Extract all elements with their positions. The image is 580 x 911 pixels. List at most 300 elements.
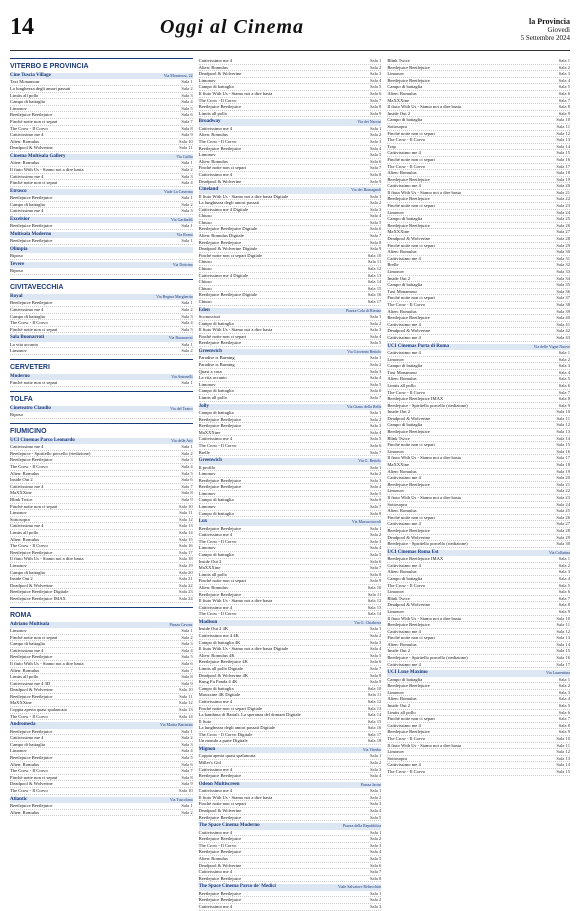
screen-number: Sala 5 xyxy=(369,340,382,346)
film-title: Finché notte non ci separi xyxy=(387,295,435,301)
listing-row xyxy=(387,495,570,502)
screen-number: Sala 22 xyxy=(556,196,571,202)
film-title: Cattivissimo me 4 xyxy=(387,183,421,189)
film-title: Inside Out 2 xyxy=(10,576,33,582)
listing-row xyxy=(199,526,382,533)
listing-row xyxy=(199,753,382,760)
film-title: Limonov xyxy=(10,627,27,633)
film-title: Beetlejuice Beetlejuice xyxy=(198,477,242,483)
cinema-title: UCI Luxe Maximo xyxy=(387,670,428,676)
screen-number: Sala 1 xyxy=(181,300,193,306)
screen-number: Sala 7 xyxy=(369,97,382,103)
screen-number: Sala 16 xyxy=(556,655,571,661)
film-title: Brelle xyxy=(387,262,399,268)
film-title: Campo di battaglia xyxy=(198,497,234,503)
listing-row xyxy=(387,515,570,522)
screen-number: Sala 1 xyxy=(181,728,193,734)
listing-row xyxy=(387,289,570,296)
film-title: Beetlejuice Beetlejuice xyxy=(198,484,242,490)
listing-row xyxy=(199,65,382,72)
listing-row xyxy=(199,559,382,566)
screen-number: Sala 10 xyxy=(179,687,193,693)
screen-number: Sala 14 xyxy=(367,712,382,718)
cinema-address: Via Garibaldi xyxy=(171,216,193,222)
film-title: Miller's Girl xyxy=(198,760,222,766)
screen-number: Sala 4 xyxy=(369,773,382,779)
screen-number: Sala 7 xyxy=(558,389,571,395)
listing-row xyxy=(387,508,570,515)
listing-row xyxy=(387,203,570,210)
screen-number: Sala 11 xyxy=(179,693,193,699)
listing-row xyxy=(10,694,193,701)
listing-row xyxy=(199,484,382,491)
screen-number: Sala 9 xyxy=(369,178,382,184)
listing-row xyxy=(387,223,570,230)
cinema-title: Madison xyxy=(198,619,218,625)
screen-number: Sala 5 xyxy=(181,105,193,111)
film-title: Beetlejuice Beetlejuice xyxy=(198,239,242,245)
film-title: Cattivissimo me 4 xyxy=(10,735,44,741)
screen-number: Sala 9 xyxy=(558,729,571,735)
cinema-title: Excelsior xyxy=(10,216,30,222)
screen-number: Sala 8 xyxy=(181,774,193,780)
film-title: Il fiuto With Us - Siamo noi a dire basta xyxy=(387,615,461,621)
listing-row xyxy=(10,510,193,517)
film-title: Deadpool & Wolverine xyxy=(198,178,242,184)
film-title: Beetlejuice Beetlejuice xyxy=(198,773,242,779)
screen-number: Sala 1 xyxy=(369,409,382,415)
screen-number: Sala 2 xyxy=(181,809,193,815)
listing-row xyxy=(387,743,570,750)
cinema-address: Via Laurentina xyxy=(546,670,571,676)
film-title: MaXXXine xyxy=(198,429,221,435)
film-title: Limonov xyxy=(387,488,405,494)
listing-row xyxy=(199,314,382,321)
listing-row xyxy=(387,210,570,217)
screen-number: Sala 6 xyxy=(369,497,382,503)
film-title: Cattivissimo me 4 xyxy=(387,475,421,481)
film-title: Limonov xyxy=(198,490,216,496)
screen-number xyxy=(129,253,193,259)
listing-row xyxy=(199,126,382,133)
film-title: Inside Out 2 xyxy=(387,703,411,709)
cinema-title: Cine Tuscia Village xyxy=(10,73,51,78)
listing-row xyxy=(199,84,382,91)
screen-number: Sala 2 xyxy=(181,86,193,91)
screen-number: Sala 14 xyxy=(556,641,571,647)
listing-row xyxy=(387,376,570,383)
film-title: Deadpool & Wolverine xyxy=(387,534,431,540)
film-title: Limonov xyxy=(387,71,405,77)
film-title: Limonov xyxy=(198,381,216,387)
screen-number: Sala 9 xyxy=(558,402,571,408)
listing-row xyxy=(387,269,570,276)
screen-number: Sala 5 xyxy=(181,654,193,660)
listing-row xyxy=(10,781,193,788)
screen-number: Sala 10 xyxy=(367,585,382,590)
cinema-address: Via delle Vigne Nuove xyxy=(533,343,571,349)
screen-number: Sala 15 xyxy=(556,768,571,774)
listing-row xyxy=(10,380,193,387)
film-title: Il profilo xyxy=(198,464,216,470)
film-title: The Crow - Il Corvo Digitale xyxy=(198,731,253,737)
listing-row xyxy=(10,596,193,603)
screen-number: Sala 35 xyxy=(556,282,571,288)
listing-row xyxy=(199,830,382,837)
screen-number: Sala 39 xyxy=(556,308,571,314)
screen-number: Sala 11 xyxy=(556,742,571,748)
listing-row xyxy=(10,106,193,113)
screen-number: Sala 5 xyxy=(369,652,382,658)
film-title: Il fiuto xyxy=(198,718,212,724)
film-title: Campo di battaglia xyxy=(387,117,423,123)
listing-row xyxy=(10,748,193,755)
film-title: Cattivissimo me 4 xyxy=(10,208,44,214)
screen-number: Sala 8 xyxy=(369,239,382,245)
screen-number: Sala 33 xyxy=(556,269,571,274)
listing-row xyxy=(387,648,570,655)
listing-row xyxy=(10,681,193,688)
film-title: Limonov xyxy=(198,77,216,83)
screen-number: Sala 8 xyxy=(181,490,193,496)
listing-row xyxy=(387,262,570,269)
film-title: Alien: Romulus xyxy=(198,132,228,138)
listing-column-3 xyxy=(387,58,570,776)
screen-number: Sala 3 xyxy=(181,641,193,647)
screen-number: Sala 9 xyxy=(558,608,571,614)
film-title: Beetlejuice Beetlejuice xyxy=(10,654,53,660)
listing-row xyxy=(387,403,570,410)
screen-number: Sala 24 xyxy=(556,501,571,507)
screen-number: Sala 3 xyxy=(369,206,382,212)
screen-number: Sala 1 xyxy=(369,355,382,361)
listing-row xyxy=(199,773,382,780)
film-title: Campo di battaglia xyxy=(10,313,45,319)
cinema-title: UCI Cinemas Roma Est xyxy=(387,549,439,555)
listing-row xyxy=(387,683,570,690)
screen-number: Sala 3 xyxy=(369,538,382,544)
listing-row xyxy=(10,687,193,694)
listing-row xyxy=(10,537,193,544)
film-title: Cattivissimo me 4 xyxy=(387,661,421,667)
listing-row xyxy=(10,132,193,139)
screen-number: Sala 6 xyxy=(181,761,193,767)
listing-row xyxy=(387,117,570,124)
listing-row xyxy=(199,165,382,172)
listing-row xyxy=(10,268,193,275)
listing-row xyxy=(10,195,193,202)
listing-row xyxy=(199,511,382,518)
film-title: Il fiuto With Us - Siamo noi a dire basta xyxy=(387,189,461,195)
screen-number: Sala 20 xyxy=(556,475,571,481)
film-title: Finché notte non ci separi xyxy=(387,635,435,641)
screen-number: Sala 8 xyxy=(369,875,382,881)
listing-row xyxy=(10,742,193,749)
screen-number: Sala 1 xyxy=(181,803,193,808)
screen-number: Sala 28 xyxy=(556,236,571,242)
listing-row xyxy=(387,609,570,616)
screen-number: Sala 8 xyxy=(369,104,382,110)
page-number: 14 xyxy=(10,14,34,40)
listing-row xyxy=(387,396,570,403)
film-title: Limits all pollo xyxy=(198,110,227,116)
film-title: Deadpool & Wolverine 4K xyxy=(198,672,249,678)
listing-row xyxy=(199,611,382,618)
listing-row xyxy=(10,707,193,714)
film-title: Beetlejuice Beetlejuice xyxy=(198,836,242,842)
cinema-title: Odeon Multiscreen xyxy=(198,781,240,787)
listing-row xyxy=(387,710,570,717)
film-title: Cattivissimo me 4 xyxy=(198,788,233,794)
film-title: Chiuso xyxy=(198,219,212,225)
listing-row xyxy=(387,690,570,697)
film-title: Blink Twice xyxy=(387,58,410,63)
listing-row xyxy=(199,659,382,666)
screen-number: Sala 7 xyxy=(181,768,193,774)
listing-row xyxy=(10,484,193,491)
film-title: Beetlejuice Beetlejuice xyxy=(387,729,430,735)
listing-row xyxy=(10,803,193,810)
listing-row xyxy=(10,523,193,530)
listing-row xyxy=(10,583,193,590)
screen-number: Sala 11 xyxy=(367,259,382,265)
listing-row xyxy=(199,552,382,559)
film-title: Cattivissimo me 4 xyxy=(387,255,421,261)
listing-row xyxy=(10,576,193,583)
listing-row xyxy=(387,556,570,563)
film-title: Limits all pollo xyxy=(387,709,416,715)
listing-row xyxy=(387,583,570,590)
listing-row xyxy=(387,390,570,397)
screen-number: Sala 23 xyxy=(179,589,193,595)
screen-number: Sala 6 xyxy=(558,90,571,96)
screen-number: Sala 2 xyxy=(369,361,382,367)
film-title: Brelle xyxy=(198,449,210,455)
listing-row xyxy=(387,482,570,489)
film-title: The Crow - Il Corvo xyxy=(387,768,426,774)
film-title: Alien: Romulus xyxy=(387,376,417,382)
listing-row xyxy=(199,382,382,389)
cinema-address: Via Massaciuccoli xyxy=(351,519,382,525)
cinema-title: Cinema Multisala Gallery xyxy=(10,153,66,159)
listing-row xyxy=(387,622,570,629)
screen-number: Sala 10 xyxy=(556,615,571,621)
listing-row xyxy=(199,856,382,863)
screen-number: Sala 7 xyxy=(369,665,382,671)
film-title: Finché notte non ci separi xyxy=(10,634,58,640)
listing-row xyxy=(10,497,193,504)
listing-row xyxy=(199,626,382,633)
film-title: Cattivissimo me 4 xyxy=(198,869,233,875)
listing-row xyxy=(387,696,570,703)
screen-number: Sala 1 xyxy=(558,556,571,562)
screen-number: Sala 17 xyxy=(367,299,382,304)
film-title: Campo di battaglia xyxy=(387,282,423,288)
film-title: MaXXXine xyxy=(387,462,410,468)
film-title: Beetlejuice Beetlejuice Digitale xyxy=(10,589,69,595)
listing-row xyxy=(199,686,382,693)
listing-row xyxy=(10,167,193,174)
listing-row xyxy=(387,716,570,723)
city-heading: VITERBO E PROVINCIA xyxy=(10,58,193,71)
publication-info xyxy=(521,18,570,42)
listing-row xyxy=(387,723,570,730)
listing-row xyxy=(199,712,382,719)
film-title: Campo di battaglia xyxy=(387,84,423,90)
listing-row xyxy=(199,598,382,605)
listing-row xyxy=(199,273,382,280)
listing-row xyxy=(387,98,570,105)
listing-row xyxy=(387,322,570,329)
screen-number: Sala 6 xyxy=(369,442,382,448)
listing-row xyxy=(387,236,570,243)
film-title: The Crow - Il Corvo xyxy=(198,842,237,848)
film-title: Beetlejuice Beetlejuice xyxy=(387,222,430,228)
listing-row xyxy=(199,876,382,883)
screen-number: Sala 38 xyxy=(556,301,571,307)
screen-number: Sala 2 xyxy=(558,64,571,70)
listing-row xyxy=(199,679,382,686)
screen-number: Sala 1 xyxy=(558,676,571,682)
cinema-title: UCI Cinemas Parco Leonardo xyxy=(10,437,75,443)
film-title: Finché notte non ci separi xyxy=(198,578,247,584)
screen-number: Sala 14 xyxy=(556,762,571,768)
cinema-title: Olimpia xyxy=(10,246,28,252)
screen-number: Sala 26 xyxy=(556,222,571,228)
listing-row xyxy=(199,491,382,498)
cinema-address: Via Mattia Battistini xyxy=(160,722,193,728)
masthead-rule xyxy=(10,50,570,51)
listing-row xyxy=(10,563,193,570)
cinema-address: Via Tuscolana xyxy=(169,796,193,802)
listing-row xyxy=(199,299,382,306)
screen-number: Sala 10 xyxy=(179,503,193,509)
film-title: La lunghezza degli amori passati Digitale xyxy=(198,725,276,731)
screen-number: Sala 12 xyxy=(556,422,571,428)
listing-row xyxy=(10,160,193,167)
film-title: Beetlejuice Beetlejuice Digitale xyxy=(198,226,258,232)
screen-number: Sala 15 xyxy=(179,536,193,542)
listing-row xyxy=(387,469,570,476)
listing-column-1 xyxy=(10,58,193,815)
listing-row xyxy=(10,668,193,675)
cinema-title: Lux xyxy=(198,519,208,525)
listing-row xyxy=(199,246,382,253)
screen-number: Sala 4 xyxy=(369,145,382,151)
screen-number: Sala 2 xyxy=(558,562,571,568)
film-title: Campo di battaglia xyxy=(387,363,423,369)
listing-row xyxy=(199,795,382,802)
film-title: Finché notte non ci separi xyxy=(198,333,247,339)
listing-row xyxy=(10,444,193,451)
cinema-title: Mignon xyxy=(198,747,216,753)
listing-row xyxy=(199,327,382,334)
listing-row xyxy=(199,465,382,472)
screen-number: Sala 21 xyxy=(556,481,571,487)
film-title: Alien: Romulus 4K xyxy=(198,652,235,658)
screen-number: Sala 8 xyxy=(558,722,571,728)
listing-row xyxy=(10,556,193,563)
screen-number: Sala 8 xyxy=(558,396,571,402)
screen-number: Sala 4 xyxy=(369,484,382,490)
cinema-address: Via Gallia xyxy=(176,153,193,159)
listing-row xyxy=(199,410,382,417)
screen-number: Sala 16 xyxy=(556,156,571,162)
cinema-address: Via Monterosi, 22 xyxy=(163,73,193,78)
screen-number: Sala 27 xyxy=(556,521,571,527)
screen-number: Sala 4 xyxy=(558,575,571,581)
listing-row xyxy=(199,395,382,402)
listing-row xyxy=(387,677,570,684)
film-title: Cattivissimo me 4 xyxy=(387,762,421,768)
listing-row xyxy=(10,457,193,464)
film-title: Cattivissimo me 4 Digitale xyxy=(198,206,249,212)
listing-row xyxy=(199,666,382,673)
screen-number: Sala 19 xyxy=(179,562,193,568)
screen-number: Sala 7 xyxy=(369,565,382,571)
screen-number: Sala 4 xyxy=(369,808,382,814)
film-title: Cattivissimo me 4 xyxy=(198,436,233,442)
listing-row xyxy=(199,179,382,186)
film-title: Riposo xyxy=(10,268,24,274)
listing-row xyxy=(387,276,570,283)
film-title: The Crow - Il Corvo xyxy=(198,442,237,448)
film-title: Cattivissimo me 4 xyxy=(198,766,233,772)
screen-number: Sala 10 xyxy=(556,117,571,123)
screen-number: Sala 5 xyxy=(369,381,382,387)
listing-row xyxy=(387,703,570,710)
film-title: Alien: Romulus Digitale xyxy=(198,233,244,239)
listing-row xyxy=(199,692,382,699)
listing-row xyxy=(387,71,570,78)
film-title: Campo di battaglia xyxy=(198,510,234,516)
cinema-address: Piazza Jacini xyxy=(360,781,382,787)
screen-number: Sala 11 xyxy=(367,591,382,597)
film-title: Limonov xyxy=(10,105,27,111)
listing-row xyxy=(10,238,193,245)
screen-number: Sala 5 xyxy=(369,219,382,225)
listing-row xyxy=(10,550,193,557)
listing-row xyxy=(199,532,382,539)
film-title: Alien: Romulus xyxy=(387,308,417,314)
film-title: Cattivissimo me 4 xyxy=(198,58,233,63)
screen-number: Sala 5 xyxy=(369,436,382,442)
cinema-address: Viale Salvatore Rebecchini xyxy=(337,884,382,890)
screen-number: Sala 10 xyxy=(367,252,382,258)
film-title: MaXXXine xyxy=(387,97,410,103)
listing-row xyxy=(387,596,570,603)
film-title: Beetlejuice Beetlejuice xyxy=(198,875,242,881)
listings xyxy=(10,58,571,909)
film-title: Beetlejuice Beetlejuice xyxy=(387,622,430,628)
film-title: Sottosopra xyxy=(10,516,30,522)
film-title: Beetlejuice Beetlejuice xyxy=(387,176,430,182)
screen-number: Sala 1 xyxy=(181,195,193,201)
screen-number: Sala 1 xyxy=(369,525,382,531)
listing-row xyxy=(387,629,570,636)
screen-number: Sala 28 xyxy=(556,527,571,533)
film-title: Alien: Romulus xyxy=(198,158,228,164)
screen-number: Sala 11 xyxy=(179,145,193,151)
listing-row xyxy=(387,170,570,177)
listing-row xyxy=(387,363,570,370)
listing-row xyxy=(199,801,382,808)
listing-row xyxy=(387,243,570,250)
screen-number: Sala 14 xyxy=(179,713,193,719)
cinema-address: Piazza Cavour xyxy=(169,621,193,627)
listing-row xyxy=(387,535,570,542)
listing-row xyxy=(199,760,382,767)
